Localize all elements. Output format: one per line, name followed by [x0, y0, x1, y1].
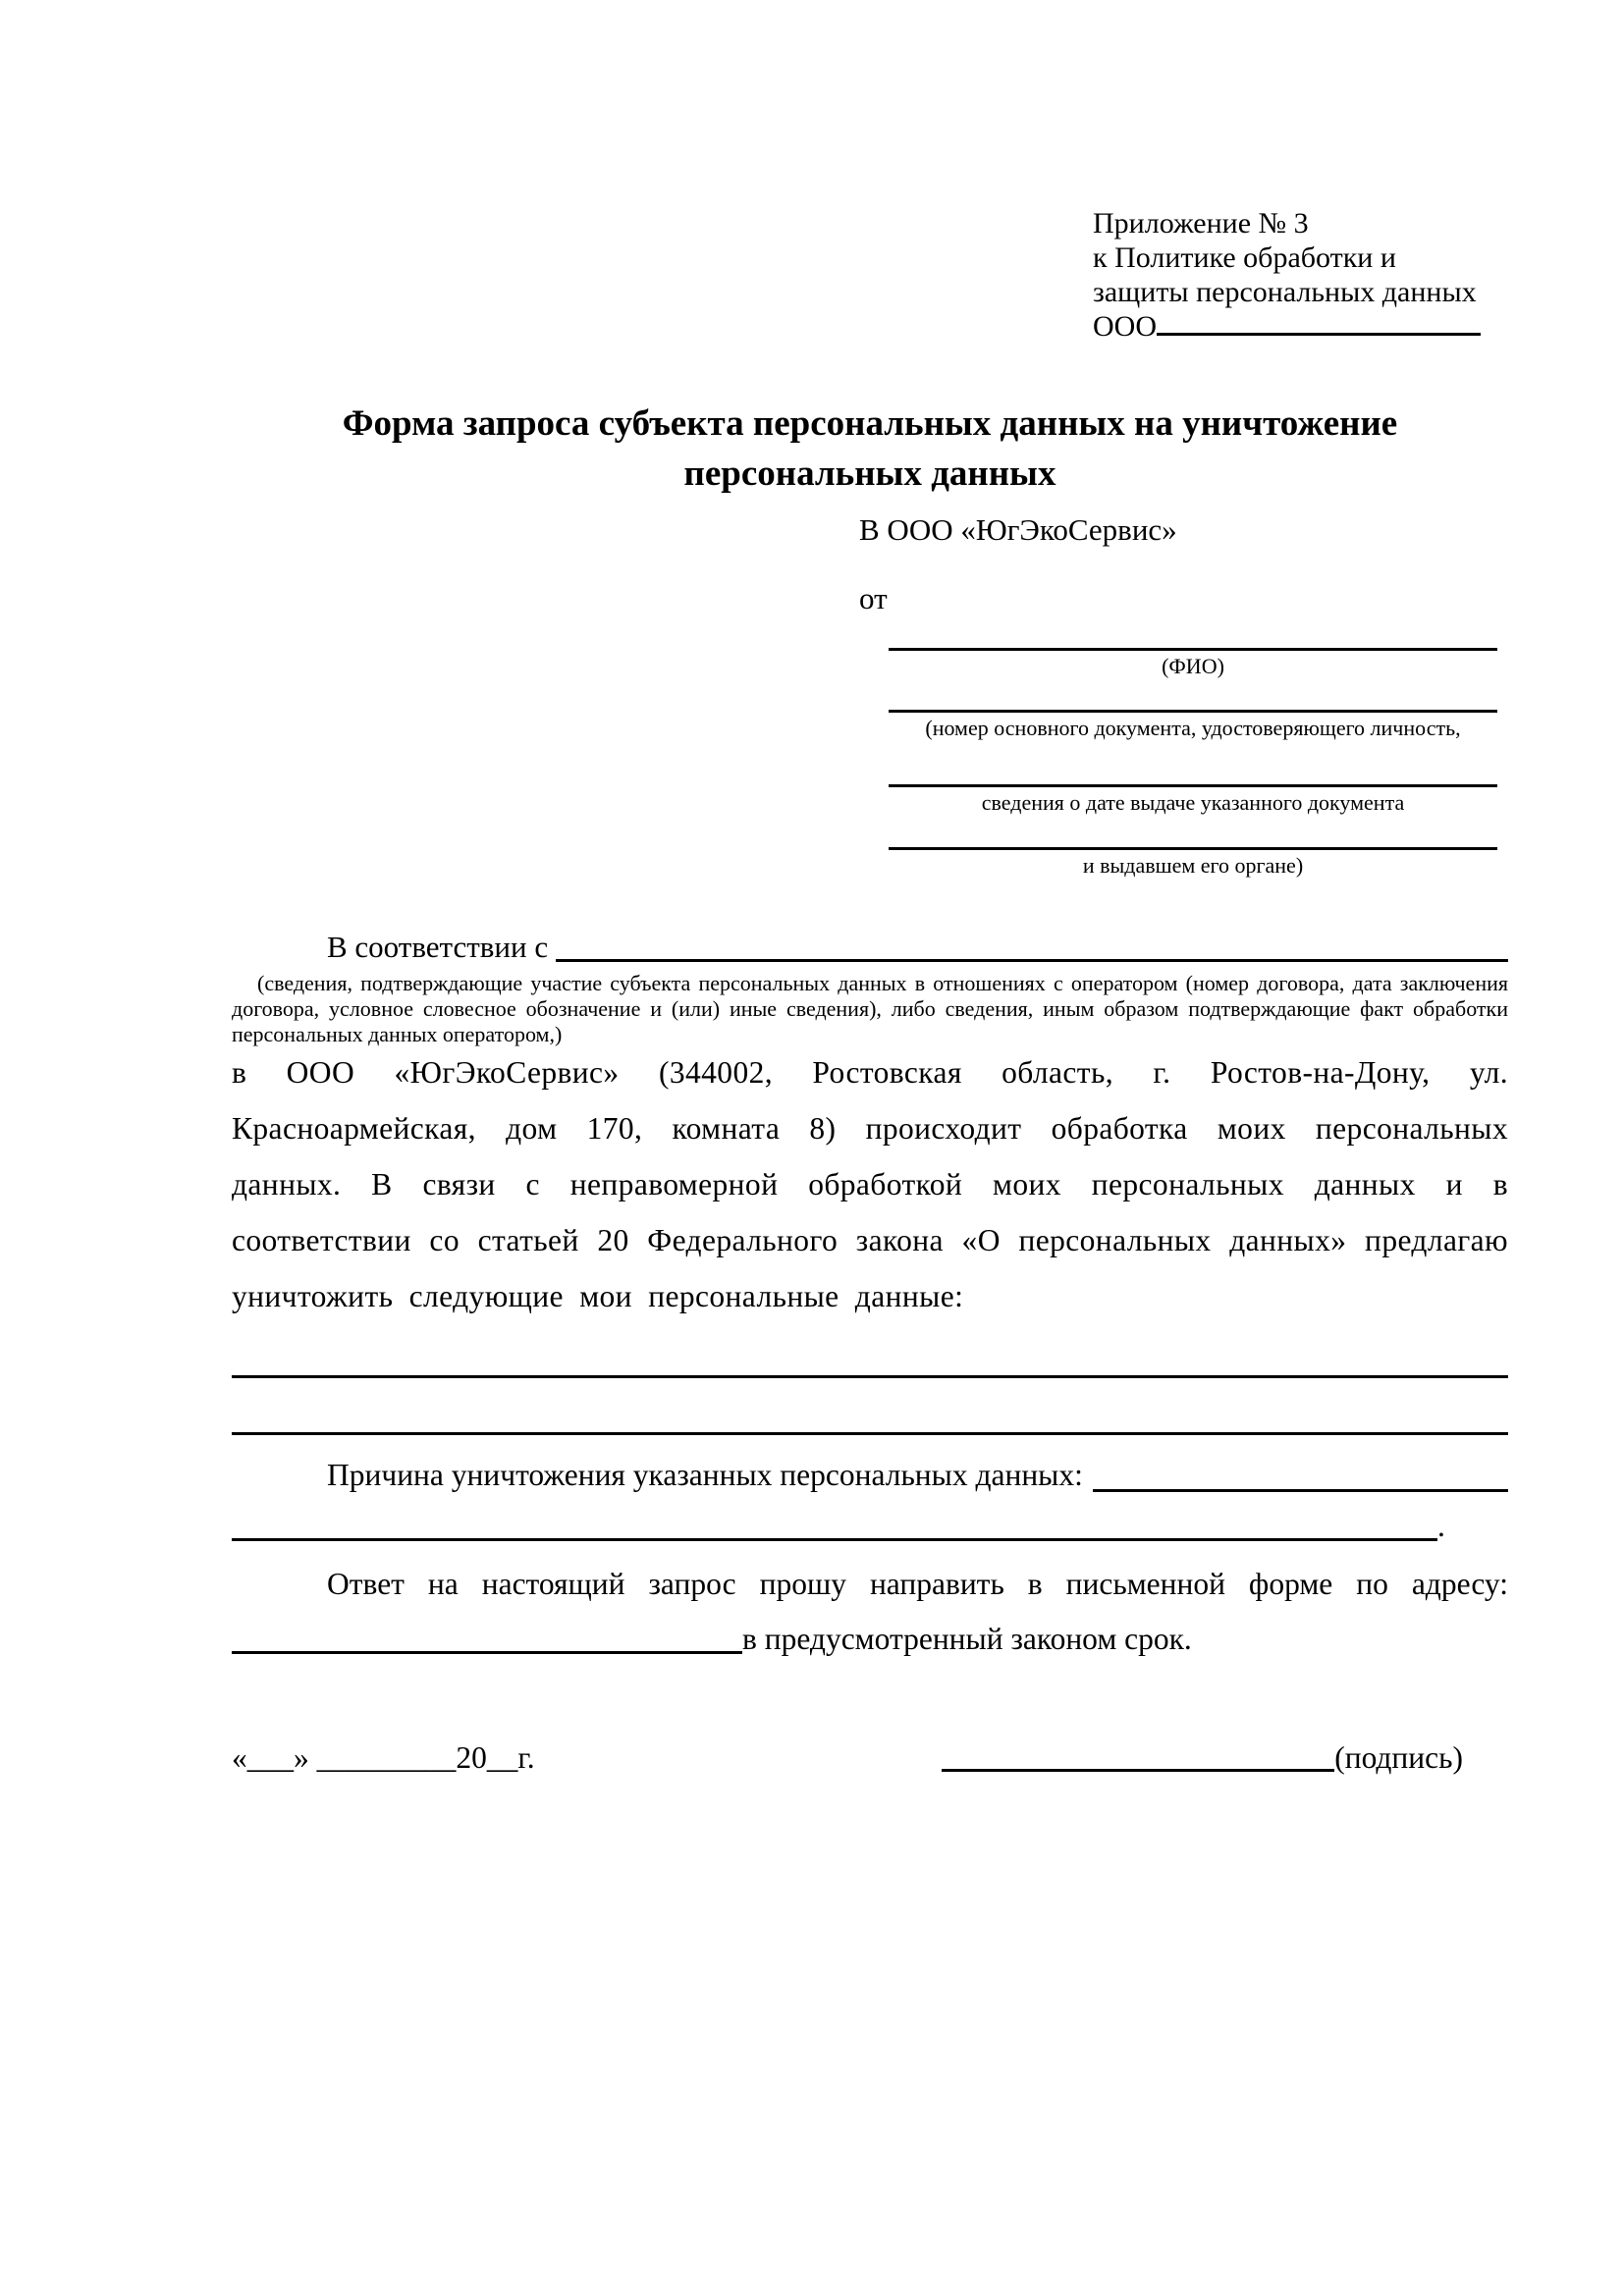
- signature-caption: (подпись): [1334, 1740, 1463, 1775]
- addressee-to: В ООО «ЮгЭкоСервис»: [859, 512, 1177, 547]
- response-suffix: в предусмотренный законом срок.: [742, 1622, 1192, 1656]
- accordance-fill-line: [556, 958, 1508, 962]
- org-prefix: ООО: [1093, 310, 1157, 343]
- issue-date-caption: сведения о дате выдаче указанного документа: [981, 790, 1405, 815]
- date-line: «___» _________20__г.: [232, 1740, 535, 1775]
- personal-data-fill-line-1: [232, 1375, 1508, 1378]
- reason-extra-row: [232, 1510, 1508, 1543]
- appendix-line-1: Приложение № 3: [1093, 207, 1309, 240]
- reason-row: [232, 1455, 1508, 1496]
- accordance-row: [232, 931, 1508, 964]
- appendix-line-3: защиты персональных данных: [1093, 276, 1477, 308]
- org-name-fill-line: [1157, 332, 1481, 336]
- response-request-line: Ответ на настоящий запрос прошу направить в письменной форме по адресу:: [327, 1567, 1508, 1601]
- date-signature-row: [232, 1739, 1508, 1777]
- accordance-label: В соответствии с: [327, 930, 549, 964]
- page-title-line-1: Форма запроса субъекта персональных данных на уничтожение: [342, 403, 1398, 444]
- fio-caption: (ФИО): [1162, 654, 1224, 678]
- accordance-note: (сведения, подтверждающие участие субъекта персональных данных в отношениях с оператором (номер договора, дата заключения договора, условное словесное обозначение и (или) иные сведения), либо сведения, иным образом подтверждающие факт обработки персональных данных оператором,): [232, 971, 1508, 1046]
- reason-extra-fill-line: [232, 1537, 1437, 1541]
- reason-label: Причина уничтожения указанных персональных данных:: [327, 1458, 1083, 1492]
- issue-date-fill-line: [889, 784, 1497, 787]
- response-address-row: [232, 1622, 1508, 1657]
- fio-fill-line: [889, 648, 1497, 651]
- reason-fill-line: [1093, 1488, 1508, 1492]
- addressee-from-label: от: [859, 581, 888, 615]
- issuing-authority-caption: и выдавшем его органе): [1082, 853, 1304, 878]
- page-title-line-2: персональных данных: [683, 454, 1056, 494]
- accordance-section: [232, 931, 1508, 1047]
- doc-number-fill-line: [889, 710, 1497, 713]
- signature-fill-line: [942, 1768, 1334, 1772]
- appendix-line-2: к Политике обработки и: [1093, 241, 1396, 274]
- reason-period: .: [1437, 1509, 1445, 1543]
- signature-group: [942, 1739, 1463, 1777]
- doc-number-caption: (номер основного документа, удостоверяющего личность,: [925, 716, 1461, 740]
- issuing-authority-fill-line: [889, 847, 1497, 850]
- addressee-block: [859, 512, 1502, 895]
- appendix-block: [1093, 206, 1495, 344]
- page-title: [232, 399, 1508, 499]
- appendix-org-line: [1093, 309, 1495, 344]
- address-fill-line: [232, 1650, 742, 1654]
- main-paragraph: в ООО «ЮгЭкоСервис» (344002, Ростовская область, г. Ростов-на-Дону, ул. Красноармейская, дом 170, комната 8) происходит обработка моих персональных данных. В связи с неправомерной обработкой моих персональных данных и в соответствии со статьей 20 Федерального закона «О персональных данных» предлагаю уничтожить следующие мои персональные данные:: [232, 1055, 1508, 1313]
- personal-data-fill-line-2: [232, 1432, 1508, 1435]
